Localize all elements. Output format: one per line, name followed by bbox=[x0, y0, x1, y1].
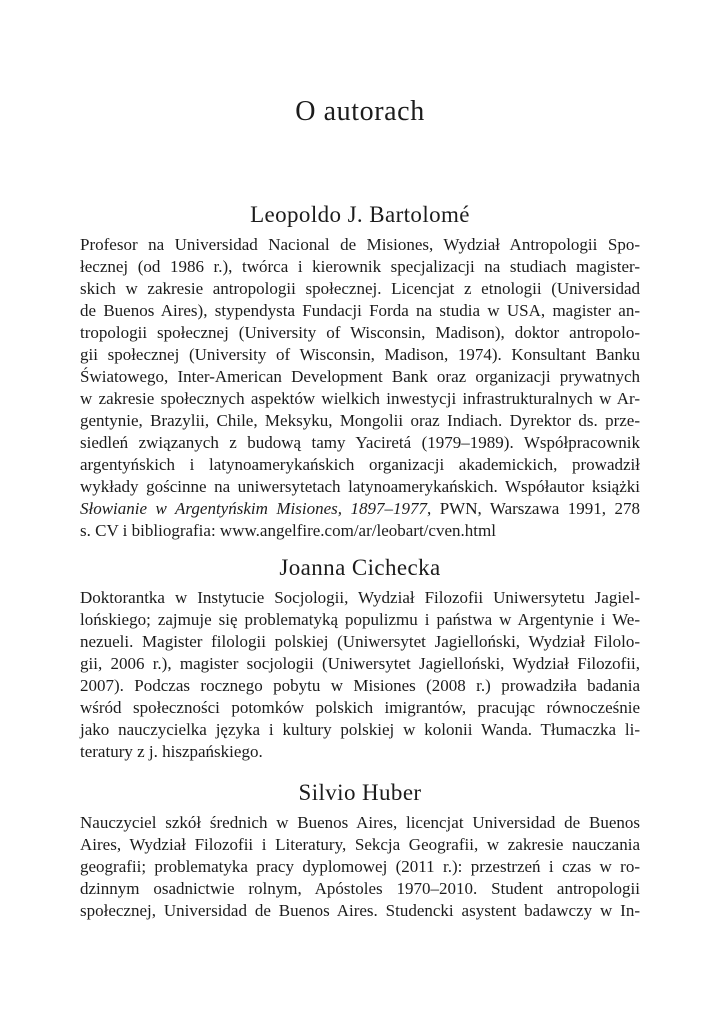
bio-line bbox=[80, 653, 640, 675]
bio-line bbox=[80, 856, 640, 878]
bio-line bbox=[80, 454, 640, 476]
author-section bbox=[80, 554, 640, 763]
bio-text: jako nauczycielka języka i kultury polskiej w kolonii Wanda. Tłumaczka li- bbox=[80, 720, 640, 739]
author-bio bbox=[80, 234, 640, 542]
bio-text: s. CV i bibliografia: www.angelfire.com/ar/leobart/cven.html bbox=[80, 521, 496, 540]
bio-text: w zakresie społecznych aspektów wielkich inwestycji infrastrukturalnych w Ar- bbox=[80, 389, 640, 408]
bio-text: Aires, Wydział Filozofii i Literatury, Sekcja Geografii, w zakresie nauczania bbox=[80, 835, 640, 854]
page-title: O autorach bbox=[295, 96, 425, 127]
bio-text: wśród społeczności potomków polskich imigrantów, pracując równocześnie bbox=[80, 698, 640, 717]
bio-line bbox=[80, 300, 640, 322]
author-bio bbox=[80, 587, 640, 763]
bio-line bbox=[80, 344, 640, 366]
bio-text: dzinnym osadnictwie rolnym, Apóstoles 1970–2010. Student antropologii bbox=[80, 879, 640, 898]
bio-text: Doktorantka w Instytucie Socjologii, Wydział Filozofii Uniwersytetu Jagiel- bbox=[80, 588, 640, 607]
bio-line bbox=[80, 498, 640, 520]
bio-text: tropologii społecznej (University of Wisconsin, Madison), doktor antropolo- bbox=[80, 323, 640, 342]
bio-text: geografii; problematyka pracy dyplomowej (2011 r.): przestrzeń i czas w ro- bbox=[80, 857, 640, 876]
bio-text: de Buenos Aires), stypendysta Fundacji Forda na studia w USA, magister an- bbox=[80, 301, 640, 320]
bio-text: 2007). Podczas rocznego pobytu w Misiones (2008 r.) prowadziła badania bbox=[80, 676, 640, 695]
bio-text: gii, 2006 r.), magister socjologii (Uniwersytet Jagielloński, Wydział Filozofii, bbox=[80, 654, 640, 673]
bio-line bbox=[80, 366, 640, 388]
bio-text: teratury z j. hiszpańskiego. bbox=[80, 742, 263, 761]
bio-line bbox=[80, 410, 640, 432]
bio-line bbox=[80, 609, 640, 631]
bio-line bbox=[80, 900, 640, 922]
bio-line bbox=[80, 322, 640, 344]
book-title: Słowianie w Argentyńskim Misiones, 1897–1977 bbox=[80, 499, 427, 518]
bio-text: gentynie, Brazylii, Chile, Meksyku, Mongolii oraz Indiach. Dyrektor ds. prze- bbox=[80, 411, 640, 430]
author-name: Joanna Cichecka bbox=[279, 555, 441, 580]
bio-text: skich w zakresie antropologii społecznej. Licencjat z etnologii (Universidad bbox=[80, 279, 640, 298]
bio-text: Profesor na Universidad Nacional de Misiones, Wydział Antropologii Spo- bbox=[80, 235, 640, 254]
bio-line bbox=[80, 834, 640, 856]
bio-line bbox=[80, 388, 640, 410]
bio-text: Światowego, Inter-American Development Bank oraz organizacji prywatnych bbox=[80, 367, 640, 386]
bio-text: lońskiego; zajmuje się problematyką populizmu i państwa w Argentynie i We- bbox=[80, 610, 640, 629]
author-name: Leopoldo J. Bartolomé bbox=[250, 202, 470, 227]
bio-line bbox=[80, 476, 640, 498]
page-content bbox=[80, 0, 640, 922]
bio-line bbox=[80, 697, 640, 719]
bio-line bbox=[80, 812, 640, 834]
bio-line bbox=[80, 520, 640, 542]
author-section bbox=[80, 779, 640, 922]
bio-line bbox=[80, 878, 640, 900]
bio-line bbox=[80, 432, 640, 454]
author-section bbox=[80, 201, 640, 542]
bio-line bbox=[80, 587, 640, 609]
bio-text: argentyńskich i latynoamerykańskich organizacji akademickich, prowadził bbox=[80, 455, 640, 474]
bio-text: Nauczyciel szkół średnich w Buenos Aires, licencjat Universidad de Buenos bbox=[80, 813, 640, 832]
bio-line bbox=[80, 719, 640, 741]
bio-text: wykłady gościnne na uniwersytetach latynoamerykańskich. Współautor książki bbox=[80, 477, 640, 496]
bio-text: siedleń związanych z budową tamy Yaciretá (1979–1989). Współpracownik bbox=[80, 433, 640, 452]
bio-text: łecznej (od 1986 r.), twórca i kierownik specjalizacji na studiach magister- bbox=[80, 257, 640, 276]
bio-line bbox=[80, 741, 640, 763]
bio-line bbox=[80, 675, 640, 697]
author-name: Silvio Huber bbox=[298, 780, 422, 805]
author-bio bbox=[80, 812, 640, 922]
bio-line bbox=[80, 256, 640, 278]
bio-text: nezueli. Magister filologii polskiej (Uniwersytet Jagielloński, Wydział Filolo- bbox=[80, 632, 640, 651]
bio-text: gii społecznej (University of Wisconsin, Madison, 1974). Konsultant Banku bbox=[80, 345, 640, 364]
bio-text: , PWN, Warszawa 1991, 278 bbox=[426, 499, 640, 518]
bio-text: społecznej, Universidad de Buenos Aires. Studencki asystent badawczy w In- bbox=[80, 901, 640, 920]
bio-line bbox=[80, 278, 640, 300]
bio-line bbox=[80, 631, 640, 653]
bio-line bbox=[80, 234, 640, 256]
